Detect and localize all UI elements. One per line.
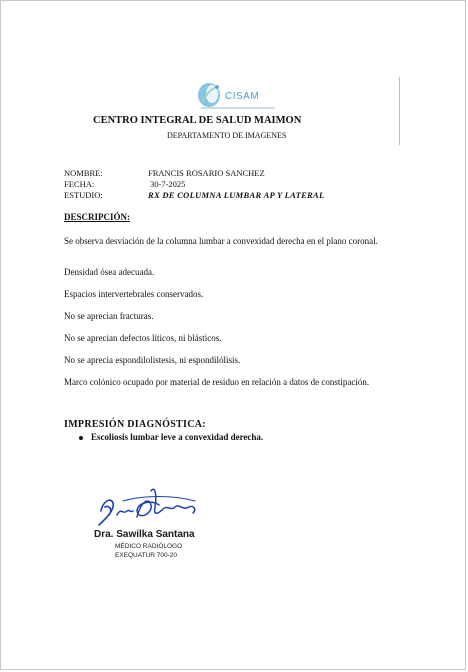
name-value: FRANCIS ROSARIO SANCHEZ [148,168,265,178]
description-heading: DESCRIPCIÓN: [64,212,131,222]
bullet-icon [79,436,83,440]
impression-item-text: Escoliosis lumbar leve a convexidad derecha. [91,432,264,442]
signer-title: MÉDICO RADIÓLOGO [115,543,183,550]
date-label: FECHA: [64,179,95,189]
margin-divider [399,77,400,145]
logo-tagline [201,107,275,109]
logo-emblem-icon [195,81,227,109]
finding-paragraph: No se aprecia espondilolistesis, ni espondilólisis. [64,355,241,365]
impression-heading: IMPRESIÓN DIAGNÓSTICA: [64,419,206,430]
handwritten-signature [93,481,203,533]
finding-paragraph: Espacios intervertebrales conservados. [64,289,204,299]
date-value: 30-7-2025 [150,179,186,189]
logo-text: CISAM [225,91,260,102]
finding-paragraph: No se aprecian fracturas. [64,311,154,321]
finding-paragraph: Se observa desviación de la columna lumbar a convexidad derecha en el plano coronal. [64,236,378,246]
study-value: RX DE COLUMNA LUMBAR AP Y LATERAL [148,190,325,200]
signer-name: Dra. Sawilka Santana [94,529,195,540]
cisam-logo [195,81,277,113]
signer-exequatur: EXEQUATUR 700-20 [115,552,178,559]
study-label: ESTUDIO: [64,190,103,200]
finding-paragraph: No se aprecian defectos líticos, ni blásticos. [64,333,222,343]
finding-paragraph: Densidad ósea adecuada. [64,267,155,277]
department-name: DEPARTAMENTO DE IMAGENES [167,131,287,140]
institution-name: CENTRO INTEGRAL DE SALUD MAIMON [93,115,302,126]
name-label: NOMBRE: [64,168,103,178]
finding-paragraph: Marco colónico ocupado por material de residuo en relación a datos de constipación. [64,377,370,387]
